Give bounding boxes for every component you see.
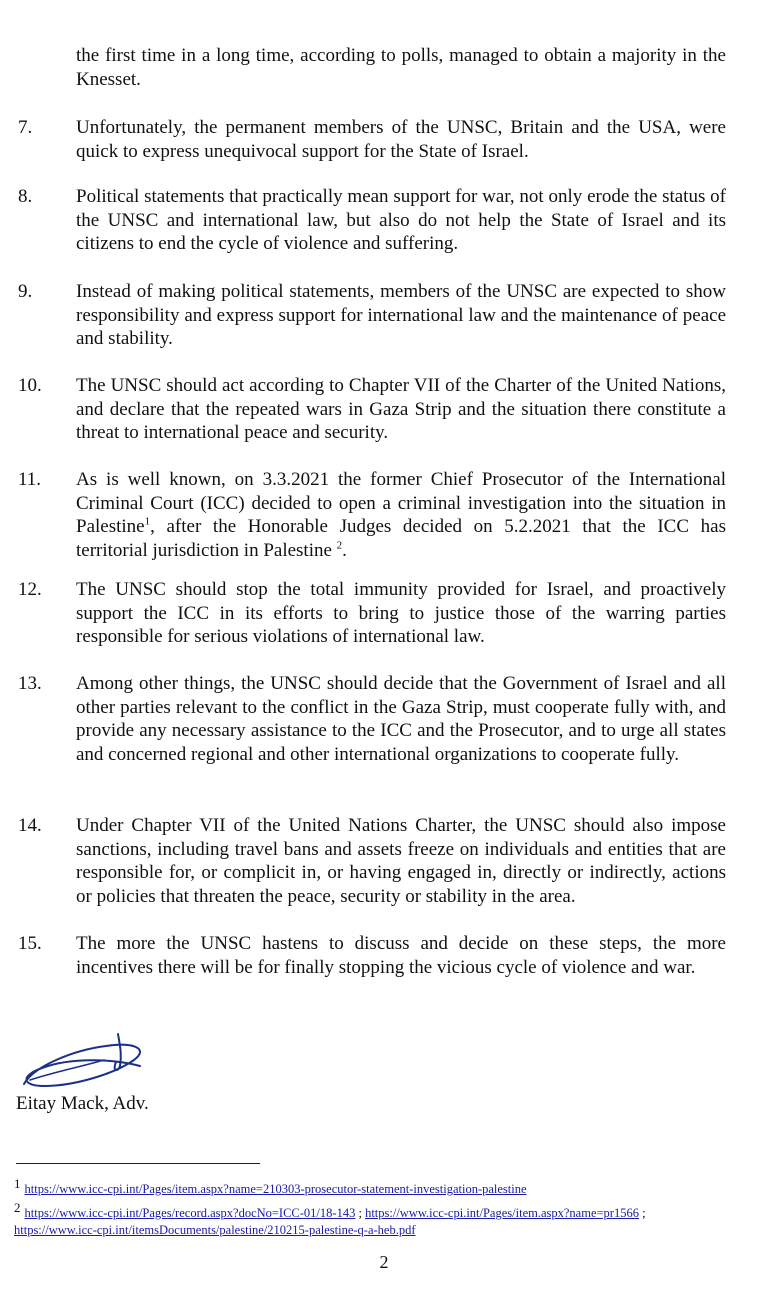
footnote-link[interactable]: https://www.icc-cpi.int/Pages/item.aspx?name=pr1566 bbox=[365, 1206, 639, 1220]
paragraph-text: The more the UNSC hastens to discuss and decide on these steps, the more incentives there will be for finally stopping the vicious cycle of violence and war. bbox=[76, 933, 726, 978]
paragraph-text: The UNSC should stop the total immunity provided for Israel, and proactively support the ICC in its efforts to bring to justice those of the warring parties responsible for serious violations of international law. bbox=[76, 579, 726, 647]
paragraph-number: 8. bbox=[18, 186, 33, 207]
paragraph-text-part: , after the Honorable Judges decided on 5.2.2021 that the ICC has territorial jurisdiction in Palestine bbox=[76, 516, 726, 561]
footnote-1 bbox=[14, 1175, 734, 1198]
paragraph-text: Political statements that practically mean support for war, not only erode the status of the UNSC and international law, but also do not help the State of Israel and its citizens to end the cycle of violence and suffering. bbox=[76, 186, 726, 254]
footnote-mark: 2 bbox=[14, 1200, 21, 1215]
paragraph-number: 13. bbox=[18, 673, 42, 694]
paragraph-text bbox=[76, 468, 726, 562]
footnote-mark: 1 bbox=[14, 1176, 21, 1191]
footnote-2 bbox=[14, 1199, 734, 1239]
paragraph-text-part: . bbox=[342, 539, 347, 561]
page-number: 2 bbox=[379, 1252, 389, 1272]
paragraph-text: Instead of making political statements, members of the UNSC are expected to show responsibility and express support for international law and the maintenance of peace and stability. bbox=[76, 281, 726, 349]
paragraph-text-part: As is well known, on 3.3.2021 the former Chief Prosecutor of the International Criminal Court (ICC) decided to open a criminal investigation into the situation in Palestine bbox=[76, 469, 726, 537]
paragraph-text: The UNSC should act according to Chapter VII of the Charter of the United Nations, and declare that the repeated wars in Gaza Strip and the situation there constitute a threat to international peace and security. bbox=[76, 375, 726, 443]
paragraph-number: 12. bbox=[18, 579, 42, 600]
paragraph-number: 10. bbox=[18, 375, 42, 396]
footnote-link[interactable]: https://www.icc-cpi.int/Pages/record.aspx?docNo=ICC-01/18-143 bbox=[24, 1206, 356, 1220]
footnote-link[interactable]: https://www.icc-cpi.int/itemsDocuments/palestine/210215-palestine-q-a-heb.pdf bbox=[14, 1223, 416, 1237]
paragraph-text: Unfortunately, the permanent members of the UNSC, Britain and the USA, were quick to express unequivocal support for the State of Israel. bbox=[76, 117, 726, 162]
paragraph-number: 7. bbox=[18, 117, 33, 138]
footnote-separator-text: ; bbox=[638, 1206, 646, 1220]
footnote-separator-text: ; bbox=[355, 1206, 366, 1220]
footnote-ref-1[interactable]: 1 bbox=[144, 515, 151, 528]
signer-name: Eitay Mack, Adv. bbox=[16, 1093, 149, 1114]
footnote-ref-2[interactable]: 2 bbox=[336, 539, 343, 552]
footnote-link[interactable]: https://www.icc-cpi.int/Pages/item.aspx?name=210303-prosecutor-statement-investigation-palestine bbox=[24, 1182, 527, 1196]
paragraph-text: Among other things, the UNSC should decide that the Government of Israel and all other parties relevant to the conflict in the Gaza Strip, must cooperate fully with, and provide any necessary assistance to the ICC and the Prosecutor, and to urge all states and concerned regional and other international organizations to cooperate fully. bbox=[76, 673, 726, 765]
paragraph-number: 14. bbox=[18, 815, 42, 836]
paragraph-text: the first time in a long time, according to polls, managed to obtain a majority in the Knesset. bbox=[76, 45, 726, 90]
paragraph-number: 11. bbox=[18, 469, 42, 490]
paragraph-number: 15. bbox=[18, 933, 42, 954]
paragraph-text: Under Chapter VII of the United Nations Charter, the UNSC should also impose sanctions, including travel bans and assets freeze on individuals and entities that are responsible for, or complicit in, or having engaged in, directly or indirectly, actions or policies that threaten the peace, security or stability in the area. bbox=[76, 815, 726, 907]
handwritten-signature bbox=[14, 1020, 164, 1100]
paragraph-number: 9. bbox=[18, 281, 33, 302]
footnote-separator bbox=[16, 1163, 260, 1164]
